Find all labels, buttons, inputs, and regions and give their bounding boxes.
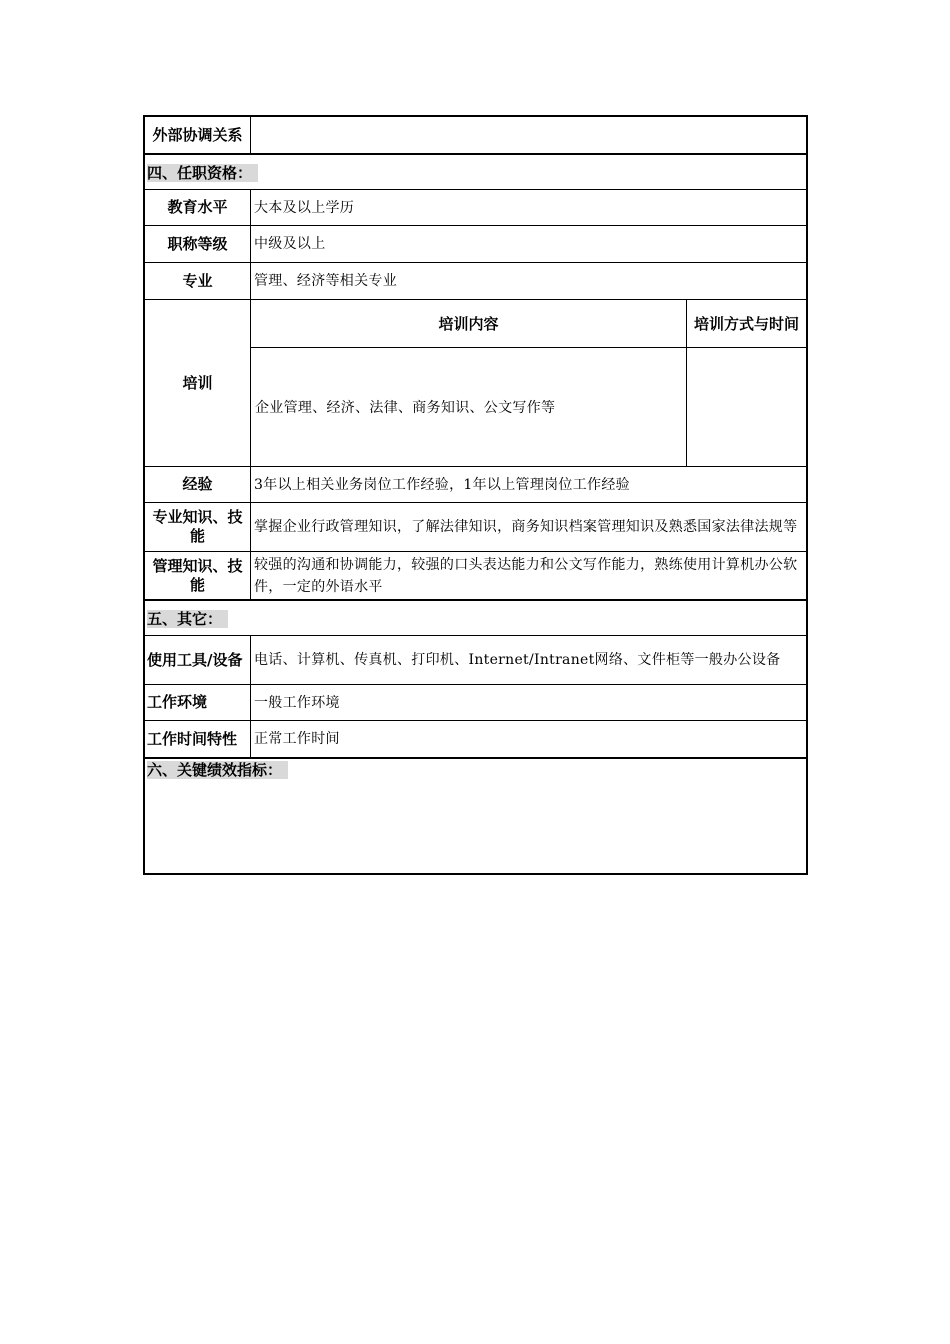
- training-content-header: 培训内容: [251, 300, 687, 348]
- label-work-hours: 工作时间特性: [145, 721, 251, 757]
- label-environment: 工作环境: [145, 685, 251, 720]
- row-training: [145, 299, 806, 466]
- value-major: 管理、经济等相关专业: [254, 273, 397, 289]
- section-others: [145, 599, 806, 635]
- section-kpi: [145, 757, 806, 873]
- label-professional-skills: 专业知识、技能: [145, 503, 251, 551]
- value-tools: 电话、计算机、传真机、打印机、Internet/Intranet网络、文件柜等一般办公设备: [254, 652, 781, 668]
- section-qualifications: [145, 153, 806, 189]
- row-external-relations: [145, 117, 806, 153]
- row-tools: [145, 635, 806, 684]
- training-method-header: 培训方式与时间: [687, 300, 806, 348]
- label-training: 培训: [145, 300, 251, 466]
- label-major: 专业: [145, 263, 251, 299]
- label-education: 教育水平: [145, 190, 251, 225]
- label-management-skills: 管理知识、技能: [145, 552, 251, 599]
- value-work-hours: 正常工作时间: [254, 731, 340, 747]
- label-experience: 经验: [145, 467, 251, 502]
- value-environment: 一般工作环境: [254, 694, 340, 711]
- value-professional-skills: 掌握企业行政管理知识，了解法律知识，商务知识档案管理知识及熟悉国家法律法规等: [254, 519, 798, 535]
- label-external-relations: 外部协调关系: [145, 117, 251, 153]
- row-professional-skills: [145, 502, 806, 551]
- row-management-skills: [145, 551, 806, 599]
- value-experience: 3年以上相关业务岗位工作经验，1年以上管理岗位工作经验: [254, 476, 630, 493]
- training-content-value: 企业管理、经济、法律、商务知识、公文写作等: [251, 348, 687, 466]
- section-title-kpi: 六、关键绩效指标：: [147, 761, 288, 779]
- training-method-value: [687, 348, 806, 466]
- row-major: [145, 262, 806, 299]
- job-description-table: [143, 115, 808, 875]
- value-management-skills: 较强的沟通和协调能力，较强的口头表达能力和公文写作能力，熟练使用计算机办公软件，一定的外语水平: [254, 556, 798, 595]
- row-work-hours: [145, 720, 806, 757]
- row-education: [145, 189, 806, 225]
- section-title-qualifications: 四、任职资格：: [147, 164, 258, 182]
- value-education: 大本及以上学历: [254, 199, 355, 216]
- section-title-others: 五、其它：: [147, 610, 228, 628]
- label-tools: 使用工具/设备: [145, 636, 251, 684]
- row-environment: [145, 684, 806, 720]
- row-title-level: [145, 225, 806, 262]
- row-experience: [145, 466, 806, 502]
- value-title-level: 中级及以上: [254, 236, 326, 252]
- value-external-relations: [251, 117, 806, 153]
- label-title-level: 职称等级: [145, 226, 251, 262]
